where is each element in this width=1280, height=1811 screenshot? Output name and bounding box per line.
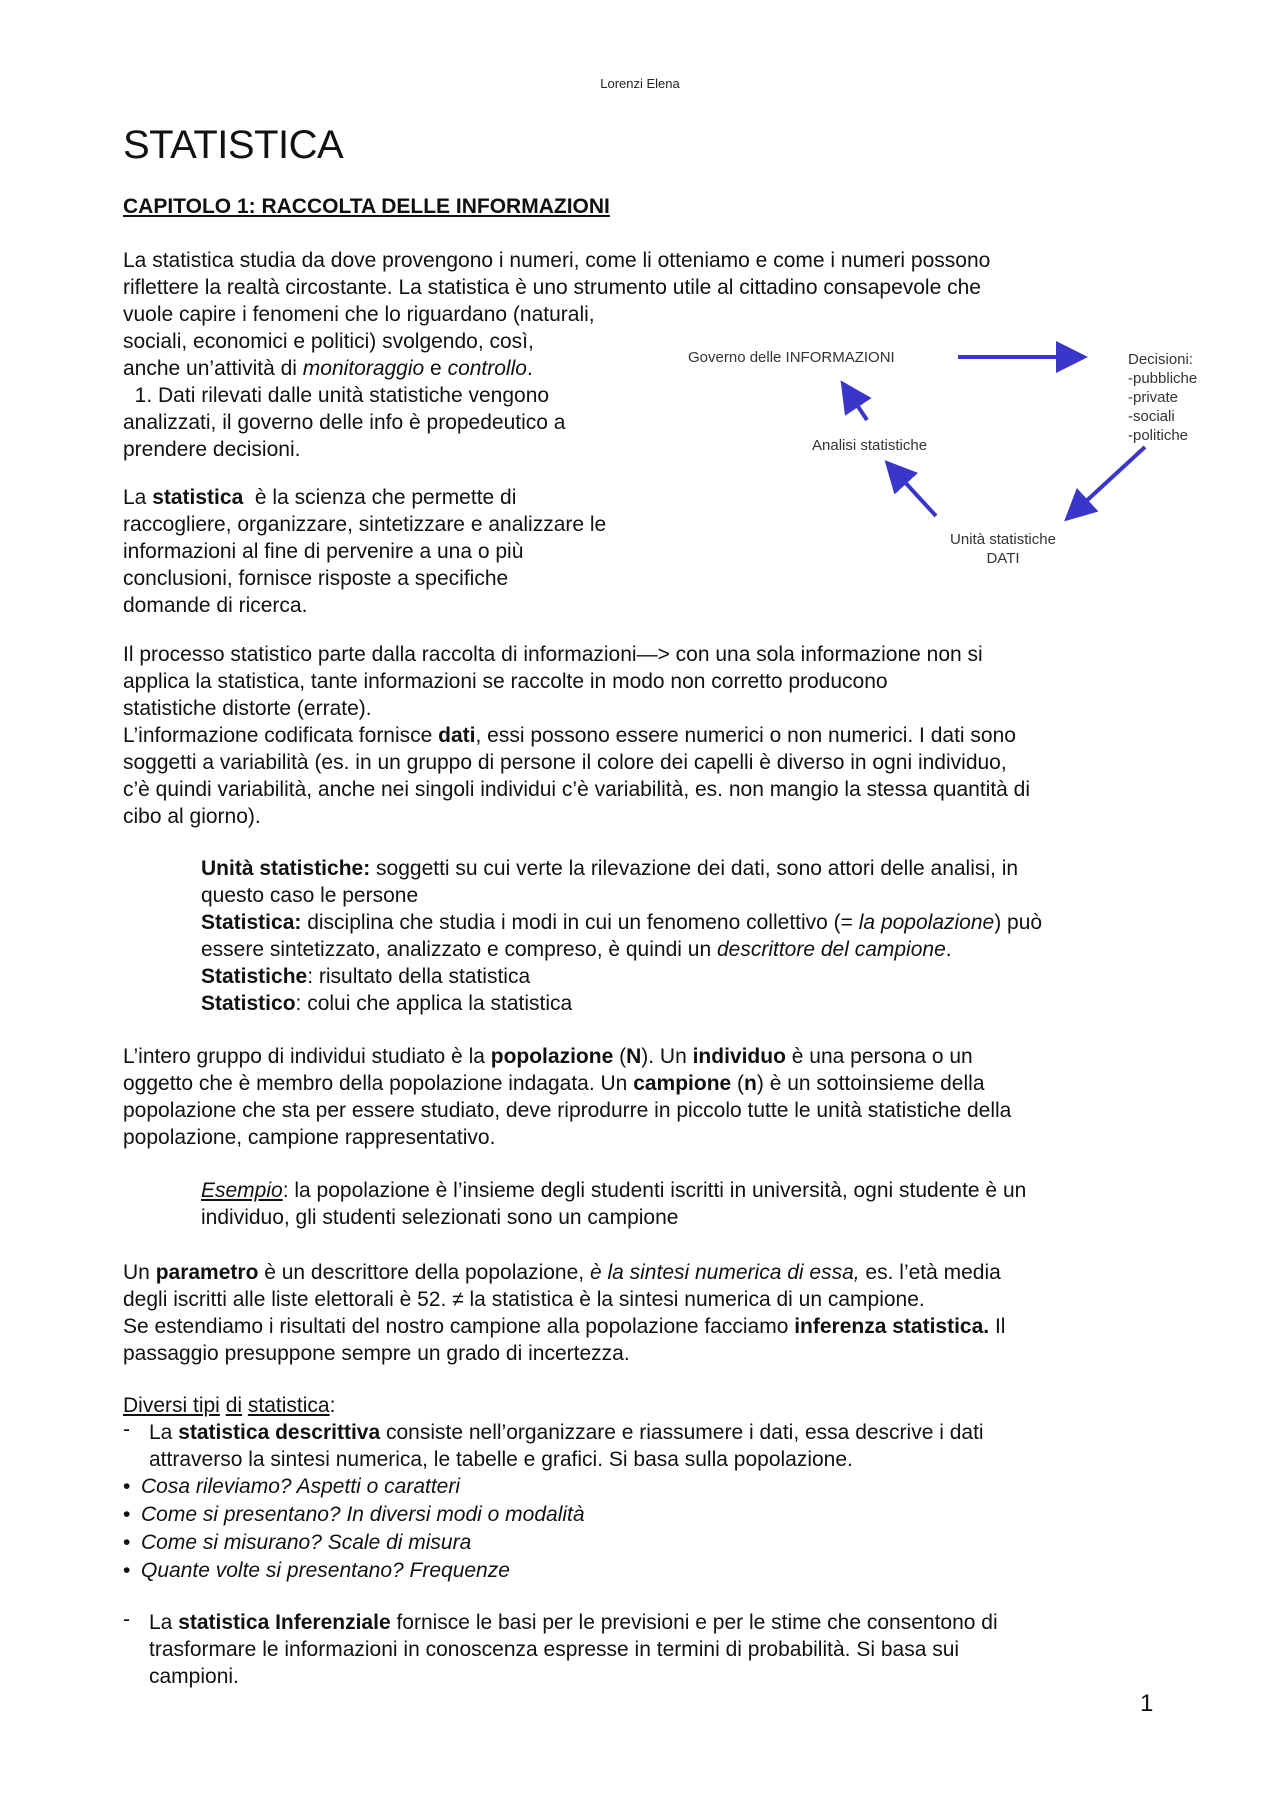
tipi-bullets xyxy=(123,1473,1183,1585)
descrittiva-line: attraverso la sintesi numerica, le tabelle e grafici. Si basa sulla popolazione. xyxy=(149,1448,853,1471)
tipi-heading xyxy=(123,1392,1203,1419)
parametro-paragraph xyxy=(123,1259,1203,1367)
inferenziale-line: La statistica Inferenziale fornisce le basi per le previsioni e per le stime che consentono di xyxy=(149,1611,998,1634)
glossary-statistica-cont: essere sintetizzato, analizzato e compreso, è quindi un descrittore del campione. xyxy=(201,938,952,961)
dash-marker: - xyxy=(123,1418,130,1441)
processo-line: Il processo statistico parte dalla raccolta di informazioni—> con una sola informazione non si xyxy=(123,643,983,666)
popolazione-line: L’intero gruppo di individui studiato è la popolazione (N). Un individuo è una persona o un xyxy=(123,1045,973,1068)
esempio-line: individuo, gli studenti selezionati sono un campione xyxy=(201,1206,679,1229)
esempio-label: Esempio xyxy=(201,1179,283,1202)
glossary-statistiche: Statistiche: risultato della statistica xyxy=(201,965,531,988)
popolazione-line: oggetto che è membro della popolazione indagata. Un campione (n) è un sottoinsieme della xyxy=(123,1072,985,1095)
processo-line: c’è quindi variabilità, anche nei singoli individui c’è variabilità, es. non mangio la stessa quantità di xyxy=(123,778,1031,801)
decisioni-title: Decisioni: xyxy=(1128,351,1194,368)
processo-paragraph xyxy=(123,641,1203,830)
bullet-icon: • xyxy=(123,1475,131,1498)
processo-line: statistiche distorte (errate). xyxy=(123,697,372,720)
intro-line: vuole capire i fenomeni che lo riguardano (naturali, xyxy=(123,303,595,326)
inferenziale-line: campioni. xyxy=(149,1665,239,1688)
arrow-unita-to-analisi xyxy=(890,466,936,516)
popolazione-paragraph xyxy=(123,1043,1203,1151)
processo-line: applica la statistica, tante informazioni se raccolte in modo non corretto producono xyxy=(123,670,888,693)
descrittiva-line: La statistica descrittiva consiste nell’organizzare e riassumere i dati, essa descrive i dati xyxy=(149,1421,984,1444)
processo-line: soggetti a variabilità (es. in un gruppo di persone il colore dei capelli è diverso in ogni individuo, xyxy=(123,751,1007,774)
parametro-line: Se estendiamo i risultati del nostro campione alla popolazione facciamo inferenza statistica. Il xyxy=(123,1315,1006,1338)
parametro-line: passaggio presuppone sempre un grado di incertezza. xyxy=(123,1342,630,1365)
definition-line: La statistica è la scienza che permette di xyxy=(123,486,517,509)
esempio-block xyxy=(201,1177,1201,1231)
parametro-line: degli iscritti alle liste elettorali è 52. ≠ la statistica è la sintesi numerica di un campione. xyxy=(123,1288,925,1311)
intro-line: analizzati, il governo delle info è propedeutico a xyxy=(123,411,566,434)
bullet-icon: • xyxy=(123,1559,131,1582)
diagram-arrows xyxy=(680,340,1220,580)
numbered-item: 1. Dati rilevati dalle unità statistiche vengono xyxy=(123,384,550,407)
inferenziale-line: trasformare le informazioni in conoscenza espresse in termini di probabilità. Si basa sui xyxy=(149,1638,960,1661)
arrow-analisi-to-governo xyxy=(845,387,867,420)
glossary-statistica: Statistica: disciplina che studia i modi in cui un fenomeno collettivo (= la popolazione) può xyxy=(201,911,1043,934)
processo-line: L’informazione codificata fornisce dati, essi possono essere numerici o non numerici. I dati sono xyxy=(123,724,1016,747)
decisioni-item: -pubbliche xyxy=(1128,370,1198,387)
bullet-icon: • xyxy=(123,1503,131,1526)
processo-line: cibo al giorno). xyxy=(123,805,261,828)
tipi-heading-line: Diversi tipi di statistica: xyxy=(123,1394,336,1417)
definition-line: conclusioni, fornisce risposte a specifiche xyxy=(123,567,509,590)
intro-line: riflettere la realtà circostante. La statistica è uno strumento utile al cittadino consapevole che xyxy=(123,276,981,299)
glossary-unita-cont: questo caso le persone xyxy=(201,884,419,907)
esempio-line: Esempio: la popolazione è l’insieme degli studenti iscritti in università, ogni studente è un xyxy=(201,1179,1027,1202)
definition-line: domande di ricerca. xyxy=(123,594,308,617)
unita-line: Unità statistiche xyxy=(950,531,1056,548)
page-header-author: Lorenzi Elena xyxy=(600,76,680,91)
unita-line: DATI xyxy=(986,550,1020,567)
intro-line: La statistica studia da dove provengono i numeri, come li otteniamo e come i numeri possono xyxy=(123,249,991,272)
chapter-heading: CAPITOLO 1: RACCOLTA DELLE INFORMAZIONI xyxy=(123,195,610,218)
intro-line: sociali, economici e politici) svolgendo, così, xyxy=(123,330,534,353)
diagram-label-analisi: Analisi statistiche xyxy=(812,437,928,454)
popolazione-line: popolazione, campione rappresentativo. xyxy=(123,1126,496,1149)
page-title: STATISTICA xyxy=(123,123,344,167)
dash-marker: - xyxy=(123,1608,130,1631)
tipi-descrittiva xyxy=(123,1418,1209,1473)
statistics-cycle-diagram xyxy=(680,340,1220,580)
popolazione-line: popolazione che sta per essere studiato, deve riprodurre in piccolo tutte le unità statistiche della xyxy=(123,1099,1012,1122)
tipi-inferenziale xyxy=(123,1608,1209,1690)
bullet-item: • Cosa rileviamo? Aspetti o caratteri xyxy=(123,1473,1183,1501)
parametro-line: Un parametro è un descrittore della popolazione, è la sintesi numerica di essa, es. l’età media xyxy=(123,1261,1001,1284)
definition-line: informazioni al fine di pervenire a una o più xyxy=(123,540,524,563)
glossary-statistico: Statistico: colui che applica la statistica xyxy=(201,992,573,1015)
decisioni-item: -sociali xyxy=(1128,408,1175,425)
page-number: 1 xyxy=(1140,1690,1154,1717)
bullet-item: • Come si misurano? Scale di misura xyxy=(123,1529,1183,1557)
intro-line: anche un’attività di monitoraggio e controllo. xyxy=(123,357,533,380)
decisioni-item: -private xyxy=(1128,389,1179,406)
arrow-decisioni-to-unita xyxy=(1070,447,1145,516)
definition-paragraph xyxy=(123,484,683,619)
bullet-icon: • xyxy=(123,1531,131,1554)
bullet-item: • Come si presentano? In diversi modi o modalità xyxy=(123,1501,1183,1529)
glossary-block xyxy=(201,855,1201,1017)
bullet-item: • Quante volte si presentano? Frequenze xyxy=(123,1557,1183,1585)
diagram-label-governo: Governo delle INFORMAZIONI xyxy=(688,349,895,366)
definition-line: raccogliere, organizzare, sintetizzare e analizzare le xyxy=(123,513,607,536)
decisioni-item: -politiche xyxy=(1128,427,1189,444)
intro-line: prendere decisioni. xyxy=(123,438,301,461)
glossary-unita: Unità statistiche: soggetti su cui verte la rilevazione dei dati, sono attori delle analisi, in xyxy=(201,857,1019,880)
